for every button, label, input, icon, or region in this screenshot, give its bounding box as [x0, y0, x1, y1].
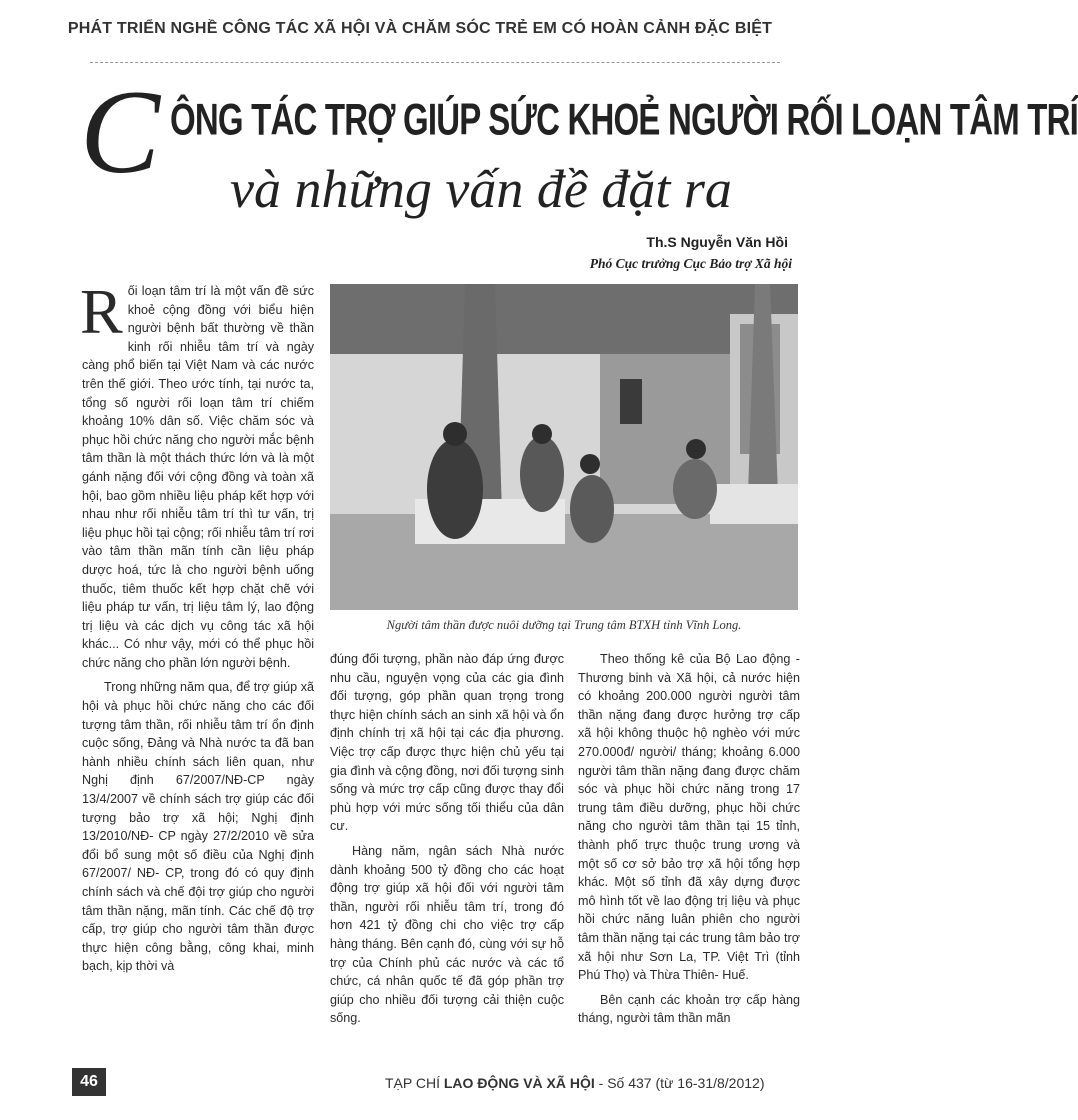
text-column-right	[578, 650, 800, 1034]
section-header: PHÁT TRIỂN NGHỀ CÔNG TÁC XÃ HỘI VÀ CHĂM SÓC TRẺ EM CÓ HOÀN CẢNH ĐẶC BIỆT	[67, 20, 773, 37]
text-column-middle	[330, 650, 564, 1034]
footer	[385, 1075, 764, 1091]
photo-illustration	[330, 284, 798, 610]
paragraph-6: Bên cạnh các khoản trợ cấp hàng tháng, người tâm thần mãn	[578, 992, 800, 1026]
paragraph-1-text: ối loạn tâm trí là một vấn đề sức khoẻ cộng đồng với biểu hiện người bệnh bất thường về thần kinh rối nhiễu tâm trí và ngày càng phổ biến tại Việt Nam và các nước trên thế giới. Theo ước tính, tại nước ta, tổng số người rối loạn tâm trí chiếm khoảng 10% dân số. Việc chăm sóc và phục hồi chức năng cho người mắc bệnh tâm thần là một thách thức lớn và là một gánh nặng đối với cộng đồng và toàn xã hội, bao gồm nhiều liệu pháp kết hợp với nhau như rối nhiễu tâm trí thì tư vấn, trị liệu phục hồi tại cộng; rối nhiễu tâm trí rơi vào tâm thần mãn tính cần liệu pháp dược hoá, tức là cho người bệnh uống thuốc, tiêm thuốc kết hợp chặt chẽ với liệu pháp tư vấn, trị liệu tâm lý, lao động trị liệu và các dịch vụ công tác xã hội khác... Có như vậy, mới có thể phục hồi chức năng cho phần lớn người bệnh.	[82, 284, 314, 670]
article-title-line1: ÔNG TÁC TRỢ GIÚP SỨC KHOẺ NGƯỜI RỐI LOẠN TÂM TRÍ	[170, 94, 1078, 144]
paragraph-2: Trong những năm qua, để trợ giúp xã hội và phục hồi chức năng cho các đối tượng tâm thần, rối nhiễu tâm trí ổn định cuộc sống, Đảng và Nhà nước ta đã ban hành nhiều chính sách liên quan, như Nghị định 67/2007/NĐ-CP ngày 13/4/2007 về chính sách trợ giúp các đối tượng bảo trợ xã hội; Nghị định 13/2010/NĐ- CP ngày 27/2/2010 về sửa đổi bổ sung một số điều của Nghị định 67/2007/ NĐ- CP, trong đó có quy định chính sách và chế đội trợ giúp cho người tâm thần nặng, mãn tính. Các chế độ trợ cấp, trợ giúp cho người tâm thần được thực hiện công bằng, công khai, minh bạch, kịp thời và	[82, 680, 314, 974]
title-initial: C	[80, 65, 161, 198]
paragraph-4: Hàng năm, ngân sách Nhà nước dành khoảng 500 tỷ đồng cho các hoạt động trợ giúp xã hội đối với người tâm thần, người rối nhiễu tâm trí, trong đó hơn 421 tỷ đồng chi cho việc trợ cấp hàng tháng. Bên cạnh đó, cùng với sự hỗ trợ của Chính phủ các nước và các tổ chức, cá nhân quốc tế đã góp phần trợ giúp cho nhiều đối tượng cải thiện cuộc sống.	[330, 843, 564, 1026]
author-role: Phó Cục trưởng Cục Bảo trợ Xã hội	[589, 256, 792, 271]
header-rule	[90, 62, 780, 63]
author-name: Th.S Nguyễn Văn Hồi	[646, 234, 788, 250]
dropcap: R	[80, 276, 123, 347]
footer-magazine-name: LAO ĐỘNG VÀ XÃ HỘI	[443, 1075, 595, 1091]
article-title-line2: và những vấn đề đặt ra	[230, 159, 732, 219]
text-column-left	[80, 276, 314, 982]
footer-prefix: TẠP CHÍ	[385, 1075, 440, 1091]
article-photo	[330, 284, 798, 610]
paragraph-3: đúng đối tượng, phần nào đáp ứng được nhu cầu, nguyện vọng của các gia đình đối tượng, góp phần quan trọng trong thực hiện chính sách an sinh xã hội và ổn định chính trị xã hội tại các địa phương. Việc trợ cấp được thực hiện chủ yếu tại gia đình và cộng đồng, nơi đối tượng sinh sống và mức trợ cấp cũng được thay đổi phù hợp với mức sống tối thiểu của dân cư.	[330, 652, 564, 834]
photo-caption: Người tâm thần được nuôi dưỡng tại Trung tâm BTXH tỉnh Vĩnh Long.	[386, 618, 742, 632]
paragraph-5: Theo thống kê của Bộ Lao động - Thương binh và Xã hội, cả nước hiện có khoảng 200.000 người người tâm thần nặng đang được hưởng trợ cấp xã hội không thuộc hộ nghèo với mức 270.000đ/ người/ tháng; khoảng 6.000 người tâm thần nặng đang được chăm sóc và phục hồi chức năng trong 17 trung tâm điều dưỡng, phục hồi chức năng cho người tâm thần tại 15 tỉnh, thành phố trực thuộc trung ương và một số cơ sở bảo trợ xã hội tổng hợp khác. Một số tỉnh đã xây dựng được mô hình tốt về lao động trị liệu và phục hồi chức năng luân phiên cho người tâm thần nặng tại các trung tâm bảo trợ xã hội như Sơn La, TP. Việt Trì (tỉnh Phú Thọ) và Thừa Thiên- Huế.	[578, 652, 800, 983]
footer-issue: - Số 437 (từ 16-31/8/2012)	[598, 1075, 765, 1091]
page-number: 46	[72, 1068, 106, 1096]
paragraph-1	[80, 276, 314, 672]
